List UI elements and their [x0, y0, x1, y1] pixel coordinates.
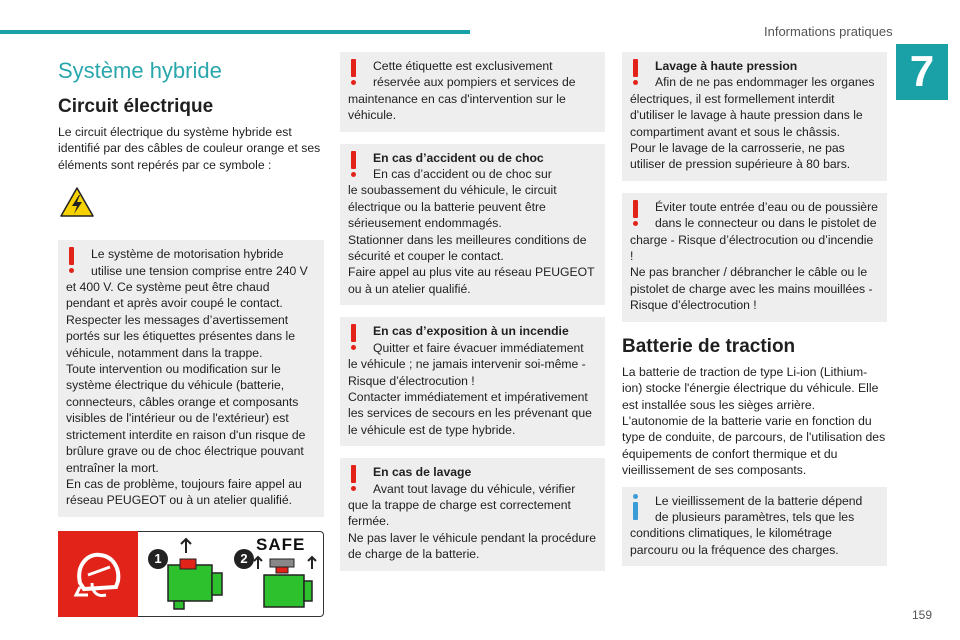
- column-middle: [340, 52, 605, 583]
- step-2-badge: 2: [234, 549, 254, 569]
- note-text-first: Cette étiquette est exclusivement réservée aux pompiers et services de: [373, 59, 576, 90]
- fire-note: [340, 317, 605, 446]
- switch-off-diagram-icon: [166, 533, 226, 615]
- chapter-tab: 7: [896, 44, 948, 100]
- accident-note: [340, 144, 605, 306]
- note-text-rest: et 400 V. Ce système peut être chaud pendant et après avoir coupé le contact. Respecter les messages d’avertissement portés sur les étiquettes présentes dans le véhicule, notamment dans la trappe. Toute intervention ou modification sur le système électrique du véhicule (batterie, connecteurs, câbles orange et composants visibles de l'intérieur ou de l'extérieur) est strictement interdite en raison d'un risque de brûlure grave ou de choc électrique pouvant entraîner la mort. En cas de problème, toujours faire appel au réseau PEUGEOT ou à un atelier qualifié.: [66, 280, 306, 508]
- note-title: En cas de lavage: [373, 465, 472, 480]
- note-text-first: Éviter toute entrée d’eau ou de poussière dans le connecteur ou dans le pistolet de: [655, 199, 878, 231]
- note-text-first: En cas d’accident ou de choc sur: [373, 167, 552, 182]
- warning-mark-icon: [348, 465, 360, 491]
- note-title: Lavage à haute pression: [655, 59, 798, 73]
- note-text-first: Avant tout lavage du véhicule, vérifier: [373, 481, 576, 496]
- note-text-first: Le système de motorisation hybride utilise une tension comprise entre 240 V: [91, 247, 308, 278]
- warning-mark-icon: [348, 59, 360, 85]
- firefighter-helmet-icon: [58, 531, 138, 617]
- firefighter-panel: [58, 531, 138, 617]
- disconnected-diagram-icon: [252, 555, 322, 615]
- warning-mark-icon: [348, 151, 360, 177]
- washing-note: [340, 458, 605, 570]
- water-dust-note: [622, 193, 887, 322]
- note-text-first: Le vieillissement de la batterie dépend de plusieurs paramètres, tels que les: [655, 493, 863, 524]
- column-left: [58, 52, 324, 617]
- note-text-first: Quitter et faire évacuer immédiatement: [373, 340, 584, 355]
- note-text-rest: maintenance en cas d'intervention sur le véhicule.: [348, 91, 566, 123]
- heading-circuit: Circuit électrique: [58, 96, 214, 117]
- heading-traction-battery: Batterie de traction: [622, 335, 796, 357]
- warning-mark-icon: [630, 59, 642, 85]
- traction-battery-text: La batterie de traction de type Li-ion (Lithium-ion) stocke l'énergie électrique du véhicule. Elle est installée sous les sièges arrière. L'autonomie de la batterie varie en fonction du type de conduite, de parcours, de l'utilisation des équipements de confort thermique et du vieillissement de ses composants.: [622, 364, 886, 478]
- firefighter-label-note: [340, 52, 605, 132]
- intro-text: Le circuit électrique du système hybride est identifié par des câbles de couleur orange et ses éléments sont repérés par ce symbole :: [58, 125, 321, 172]
- note-text-rest: le soubassement du véhicule, le circuit électrique ou la batterie peuvent être sérieusement endommagés. Stationner dans les meilleures conditions de sécurité et couper le contact. Faire appel au plus vite au réseau PEUGEOT ou à un atelier qualifié.: [348, 183, 595, 296]
- warning-mark-icon: [348, 324, 360, 350]
- note-title: En cas d’accident ou de choc: [373, 150, 544, 165]
- note-text-rest: charge - Risque d’électrocution ou d’incendie ! Ne pas brancher / débrancher le câble ou le pistolet de charge avec les mains mouillées - Risque d’électrocution !: [630, 232, 874, 313]
- page-number: 159: [911, 608, 932, 622]
- battery-info-note: [622, 487, 887, 567]
- firefighter-label-illustration: [58, 531, 324, 617]
- pressure-wash-note: [622, 52, 887, 181]
- column-right: [622, 52, 887, 578]
- safe-label: SAFE: [256, 534, 306, 554]
- hybrid-warning-note: [58, 240, 324, 517]
- note-text-rest: électriques, il est formellement interdit d'utiliser le lavage à haute pression dans le compartiment avant et sous le châssis. Pour le lavage de la carrosserie, ne pas utiliser de pression supérieure à 80 bars.: [630, 91, 863, 172]
- note-text-rest: conditions climatiques, le kilométrage parcouru ou la fréquence des charges.: [630, 526, 839, 557]
- step-1-badge: 1: [148, 549, 168, 569]
- warning-mark-icon: [66, 247, 78, 273]
- header-title: Informations pratiques: [764, 24, 893, 39]
- header-accent-bar: [0, 30, 470, 34]
- note-text-rest: que la trappe de charge est correctement fermée. Ne pas laver le véhicule pendant la procédure de charge de la batterie.: [348, 497, 596, 562]
- note-title: En cas d’exposition à un incendie: [373, 324, 569, 339]
- note-text-first: Afin de ne pas endommager les organes: [655, 75, 875, 90]
- section-title: Système hybride: [58, 58, 222, 83]
- note-text-rest: le véhicule ; ne jamais intervenir soi-même - Risque d’électrocution ! Contacter immédiatement et impérativement les services de secours en les prévenant que le véhicule est de type hybride.: [348, 357, 592, 437]
- high-voltage-warning-icon: [60, 187, 94, 217]
- info-mark-icon: [630, 494, 642, 520]
- warning-mark-icon: [630, 200, 642, 226]
